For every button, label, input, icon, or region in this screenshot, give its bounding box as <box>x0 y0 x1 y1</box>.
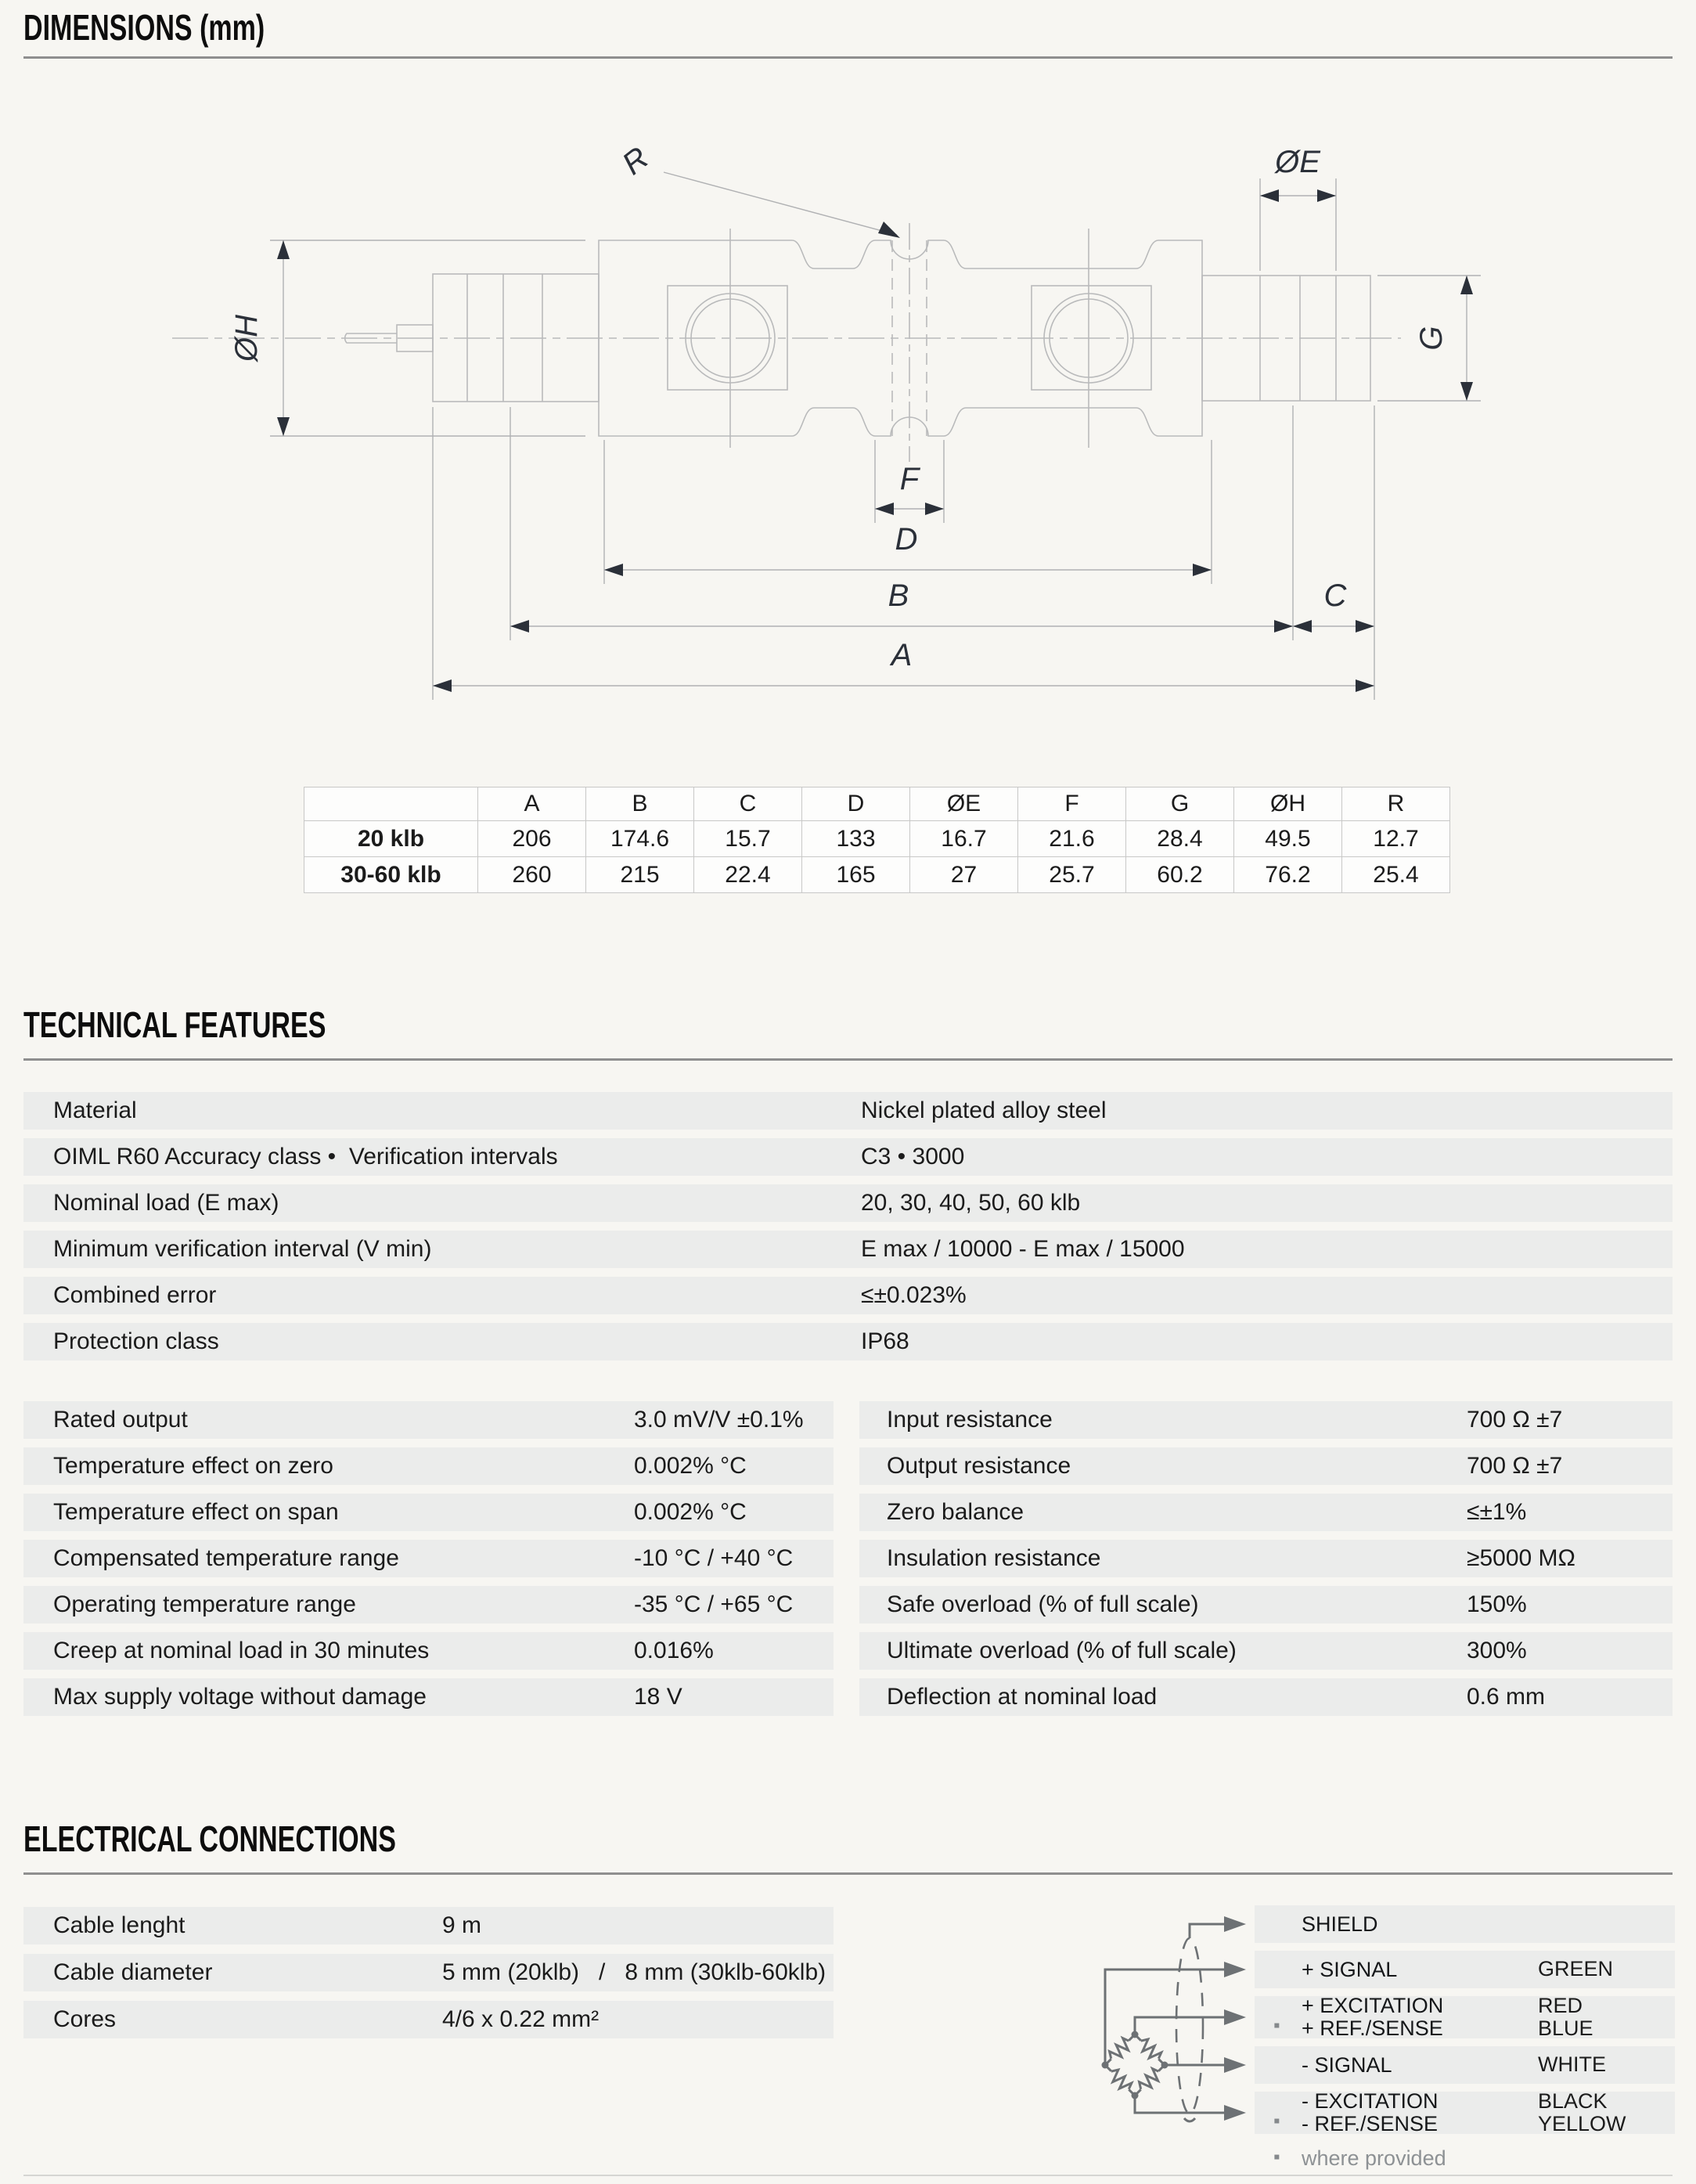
shield-wire <box>1190 1924 1226 1938</box>
dim-col-D: D <box>802 787 910 821</box>
wire-color: GREEN <box>1538 1957 1614 1980</box>
dim-row-label: 30-60 klb <box>304 857 478 893</box>
dim-row-20klb <box>304 821 1450 857</box>
spec-value: IP68 <box>861 1328 909 1354</box>
wire-color: WHITE <box>1538 2052 1606 2076</box>
technical-features-left-table <box>23 1401 834 1724</box>
spec-value: -10 °C / +40 °C <box>634 1545 794 1571</box>
wiring-label: - SIGNAL <box>1302 2052 1392 2077</box>
spec-row-ultimate-overload <box>859 1632 1673 1670</box>
spec-label: Max supply voltage without damage <box>53 1684 427 1710</box>
spec-row-temp-span <box>23 1494 834 1531</box>
footnote-text: where provided <box>1302 2146 1446 2170</box>
spec-value: 0.002% °C <box>634 1453 747 1479</box>
spec-row-cable-length <box>23 1907 834 1944</box>
spec-label: Input resistance <box>887 1407 1053 1433</box>
dim-R <box>616 141 900 238</box>
spec-row-creep <box>23 1632 834 1670</box>
dim-col-R: R <box>1342 787 1450 821</box>
spec-row-cores <box>23 2001 834 2038</box>
spec-row-accuracy-class <box>23 1138 1673 1176</box>
spec-label: Temperature effect on span <box>53 1499 339 1525</box>
spec-value: ≥5000 MΩ <box>1467 1545 1575 1571</box>
provided-marker-icon: ▪ <box>1273 2146 1280 2168</box>
dimensions-table-header-row <box>304 787 1450 821</box>
wiring-table <box>1255 1905 1675 2142</box>
wiring-label: SHIELD <box>1302 1912 1378 1936</box>
wiring-row-plus-signal <box>1255 1951 1675 1988</box>
wiring-label: - EXCITATION <box>1302 2089 1439 2113</box>
spec-value: 150% <box>1467 1591 1527 1617</box>
dim-label-G: G <box>1414 326 1449 351</box>
dim-cell: 165 <box>802 857 910 893</box>
spec-label: Combined error <box>53 1282 217 1308</box>
spec-label: Temperature effect on zero <box>53 1453 333 1479</box>
spec-value: ≤±0.023% <box>861 1282 967 1308</box>
wire-color: BLACK <box>1538 2089 1608 2113</box>
wheatstone-bridge-diagram <box>1072 1887 1260 2184</box>
dim-cell: 21.6 <box>1018 821 1126 857</box>
spec-value: 0.002% °C <box>634 1499 747 1525</box>
provided-marker-icon: ▪ <box>1273 2110 1280 2132</box>
wiring-label: + EXCITATION <box>1302 1994 1444 2017</box>
spec-row-input-resistance <box>859 1401 1673 1439</box>
electrical-connections-rule <box>23 1872 1673 1875</box>
dim-label-OE: ØE <box>1275 145 1320 179</box>
spec-row-min-verification <box>23 1231 1673 1268</box>
spec-row-protection-class <box>23 1323 1673 1360</box>
wiring-row-plus-excitation <box>1255 1996 1675 2038</box>
dim-cell: 260 <box>478 857 586 893</box>
dim-cell: 174.6 <box>586 821 694 857</box>
dim-label-OH: ØH <box>229 315 264 362</box>
spec-label: Output resistance <box>887 1453 1071 1479</box>
spec-row-safe-overload <box>859 1586 1673 1624</box>
technical-features-rule <box>23 1058 1673 1061</box>
spec-value: -35 °C / +65 °C <box>634 1591 794 1617</box>
spec-label: Operating temperature range <box>53 1591 356 1617</box>
spec-row-insulation-resistance <box>859 1540 1673 1577</box>
dim-label-C: C <box>1323 578 1347 613</box>
spec-row-material <box>23 1092 1673 1130</box>
spec-label: Zero balance <box>887 1499 1024 1525</box>
spec-value: 4/6 x 0.22 mm² <box>442 2006 600 2032</box>
dim-cell: 28.4 <box>1126 821 1234 857</box>
dim-col-G: G <box>1126 787 1234 821</box>
electrical-connections-section-title: ELECTRICAL CONNECTIONS <box>23 1818 396 1859</box>
spec-row-temp-zero <box>23 1447 834 1485</box>
wiring-label-2: - REF./SENSE <box>1302 2112 1439 2135</box>
dimensions-rule <box>23 56 1673 59</box>
spec-value: 700 Ω ±7 <box>1467 1453 1563 1479</box>
dim-col-OH: ØH <box>1234 787 1342 821</box>
dim-cell: 15.7 <box>694 821 802 857</box>
dim-cell: 25.4 <box>1342 857 1450 893</box>
technical-features-section-title: TECHNICAL FEATURES <box>23 1004 326 1045</box>
technical-features-general-table <box>23 1092 1673 1369</box>
spec-label: Deflection at nominal load <box>887 1684 1158 1710</box>
minus-signal-arrow-icon <box>1224 2057 1246 2073</box>
spec-row-operating-range <box>23 1586 834 1624</box>
dim-col-B: B <box>586 787 694 821</box>
spec-row-rated-output <box>23 1401 834 1439</box>
minus-excitation-wire <box>1135 2096 1226 2113</box>
dim-cell: 60.2 <box>1126 857 1234 893</box>
minus-excitation-arrow-icon <box>1224 2105 1246 2121</box>
dim-col-OE: ØE <box>910 787 1018 821</box>
dim-cell: 49.5 <box>1234 821 1342 857</box>
cable-table <box>23 1907 834 2048</box>
spec-value: 300% <box>1467 1638 1527 1663</box>
dim-G <box>1377 276 1481 401</box>
wiring-row-minus-signal <box>1255 2046 1675 2084</box>
spec-label: Rated output <box>53 1407 188 1433</box>
page-bottom-rule <box>23 2175 1673 2176</box>
dim-cell: 22.4 <box>694 857 802 893</box>
spec-value: 20, 30, 40, 50, 60 klb <box>861 1190 1081 1216</box>
dim-cell: 215 <box>586 857 694 893</box>
spec-label: Creep at nominal load in 30 minutes <box>53 1638 430 1663</box>
wire-color-2: YELLOW <box>1538 2112 1626 2135</box>
spec-value: C3 • 3000 <box>861 1144 965 1169</box>
dim-C <box>1293 578 1374 632</box>
wiring-row-minus-excitation <box>1255 2089 1675 2135</box>
plus-signal-arrow-icon <box>1224 1962 1246 1977</box>
bridge-resistors <box>1102 2031 1168 2099</box>
dim-cell: 76.2 <box>1234 857 1342 893</box>
wiring-label: + SIGNAL <box>1302 1957 1398 1981</box>
spec-row-deflection <box>859 1678 1673 1716</box>
dimensions-section-title: DIMENSIONS (mm) <box>23 7 265 48</box>
dim-col-F: F <box>1018 787 1126 821</box>
spec-label: Nominal load (E max) <box>53 1190 279 1216</box>
dimensions-table <box>304 787 1450 893</box>
wiring-label-2: + REF./SENSE <box>1302 2016 1443 2040</box>
dim-cell: 16.7 <box>910 821 1018 857</box>
dim-cell: 27 <box>910 857 1018 893</box>
spec-value: 18 V <box>634 1684 682 1710</box>
shield-arrow-icon <box>1224 1916 1246 1932</box>
spec-value: 9 m <box>442 1912 482 1938</box>
dim-cell: 12.7 <box>1342 821 1450 857</box>
spec-value: 3.0 mV/V ±0.1% <box>634 1407 804 1433</box>
spec-value: 700 Ω ±7 <box>1467 1407 1563 1433</box>
dim-row-30-60klb <box>304 857 1450 893</box>
cable-shield-ellipse <box>1176 1938 1203 2114</box>
wiring-row-shield <box>1255 1905 1675 1943</box>
spec-row-nominal-load <box>23 1184 1673 1222</box>
plus-excitation-wire <box>1135 2017 1226 2034</box>
spec-value: Nickel plated alloy steel <box>861 1097 1107 1123</box>
dim-col-A: A <box>478 787 586 821</box>
spec-value: 0.016% <box>634 1638 714 1663</box>
dim-cell: 25.7 <box>1018 857 1126 893</box>
spec-value: 0.6 mm <box>1467 1684 1546 1710</box>
dim-label-F: F <box>899 462 920 496</box>
wire-color: RED <box>1538 1994 1583 2017</box>
spec-value: ≤±1% <box>1467 1499 1527 1525</box>
load-cell-technical-drawing <box>157 94 1565 720</box>
plus-excitation-arrow-icon <box>1224 2009 1246 2025</box>
dim-OE <box>1260 145 1336 271</box>
spec-label: Material <box>53 1097 137 1123</box>
spec-label: OIML R60 Accuracy class • Verification intervals <box>53 1144 558 1169</box>
spec-label: Safe overload (% of full scale) <box>887 1591 1199 1617</box>
spec-label: Protection class <box>53 1328 219 1354</box>
spec-row-cable-diameter <box>23 1954 834 1991</box>
dim-col-C: C <box>694 787 802 821</box>
spec-label: Cable diameter <box>53 1959 213 1985</box>
dim-label-A: A <box>891 638 913 672</box>
spec-label: Cores <box>53 2006 117 2032</box>
dim-label-R: R <box>616 140 655 182</box>
dim-cell: 133 <box>802 821 910 857</box>
spec-row-max-supply <box>23 1678 834 1716</box>
spec-label: Ultimate overload (% of full scale) <box>887 1638 1237 1663</box>
spec-row-combined-error <box>23 1277 1673 1314</box>
dim-col-blank <box>304 787 478 821</box>
spec-value: E max / 10000 - E max / 15000 <box>861 1236 1185 1262</box>
spec-label: Compensated temperature range <box>53 1545 399 1571</box>
spec-row-compensated-range <box>23 1540 834 1577</box>
spec-label: Insulation resistance <box>887 1545 1101 1571</box>
wire-color-2: BLUE <box>1538 2016 1593 2040</box>
wiring-footnote <box>1255 2146 1675 2171</box>
dim-label-D: D <box>895 522 918 557</box>
dim-cell: 206 <box>478 821 586 857</box>
drawing-notch-hidden-lines <box>892 223 927 462</box>
provided-marker-icon: ▪ <box>1273 2015 1280 2036</box>
dim-row-label: 20 klb <box>304 821 478 857</box>
spec-value: 5 mm (20klb) / 8 mm (30klb-60klb) <box>442 1959 826 1985</box>
spec-label: Minimum verification interval (V min) <box>53 1236 432 1262</box>
spec-row-output-resistance <box>859 1447 1673 1485</box>
spec-label: Cable lenght <box>53 1912 185 1938</box>
spec-row-zero-balance <box>859 1494 1673 1531</box>
technical-features-right-table <box>859 1401 1673 1724</box>
cable-end-chevron-icon <box>1184 2118 1195 2121</box>
dim-label-B: B <box>888 578 909 613</box>
